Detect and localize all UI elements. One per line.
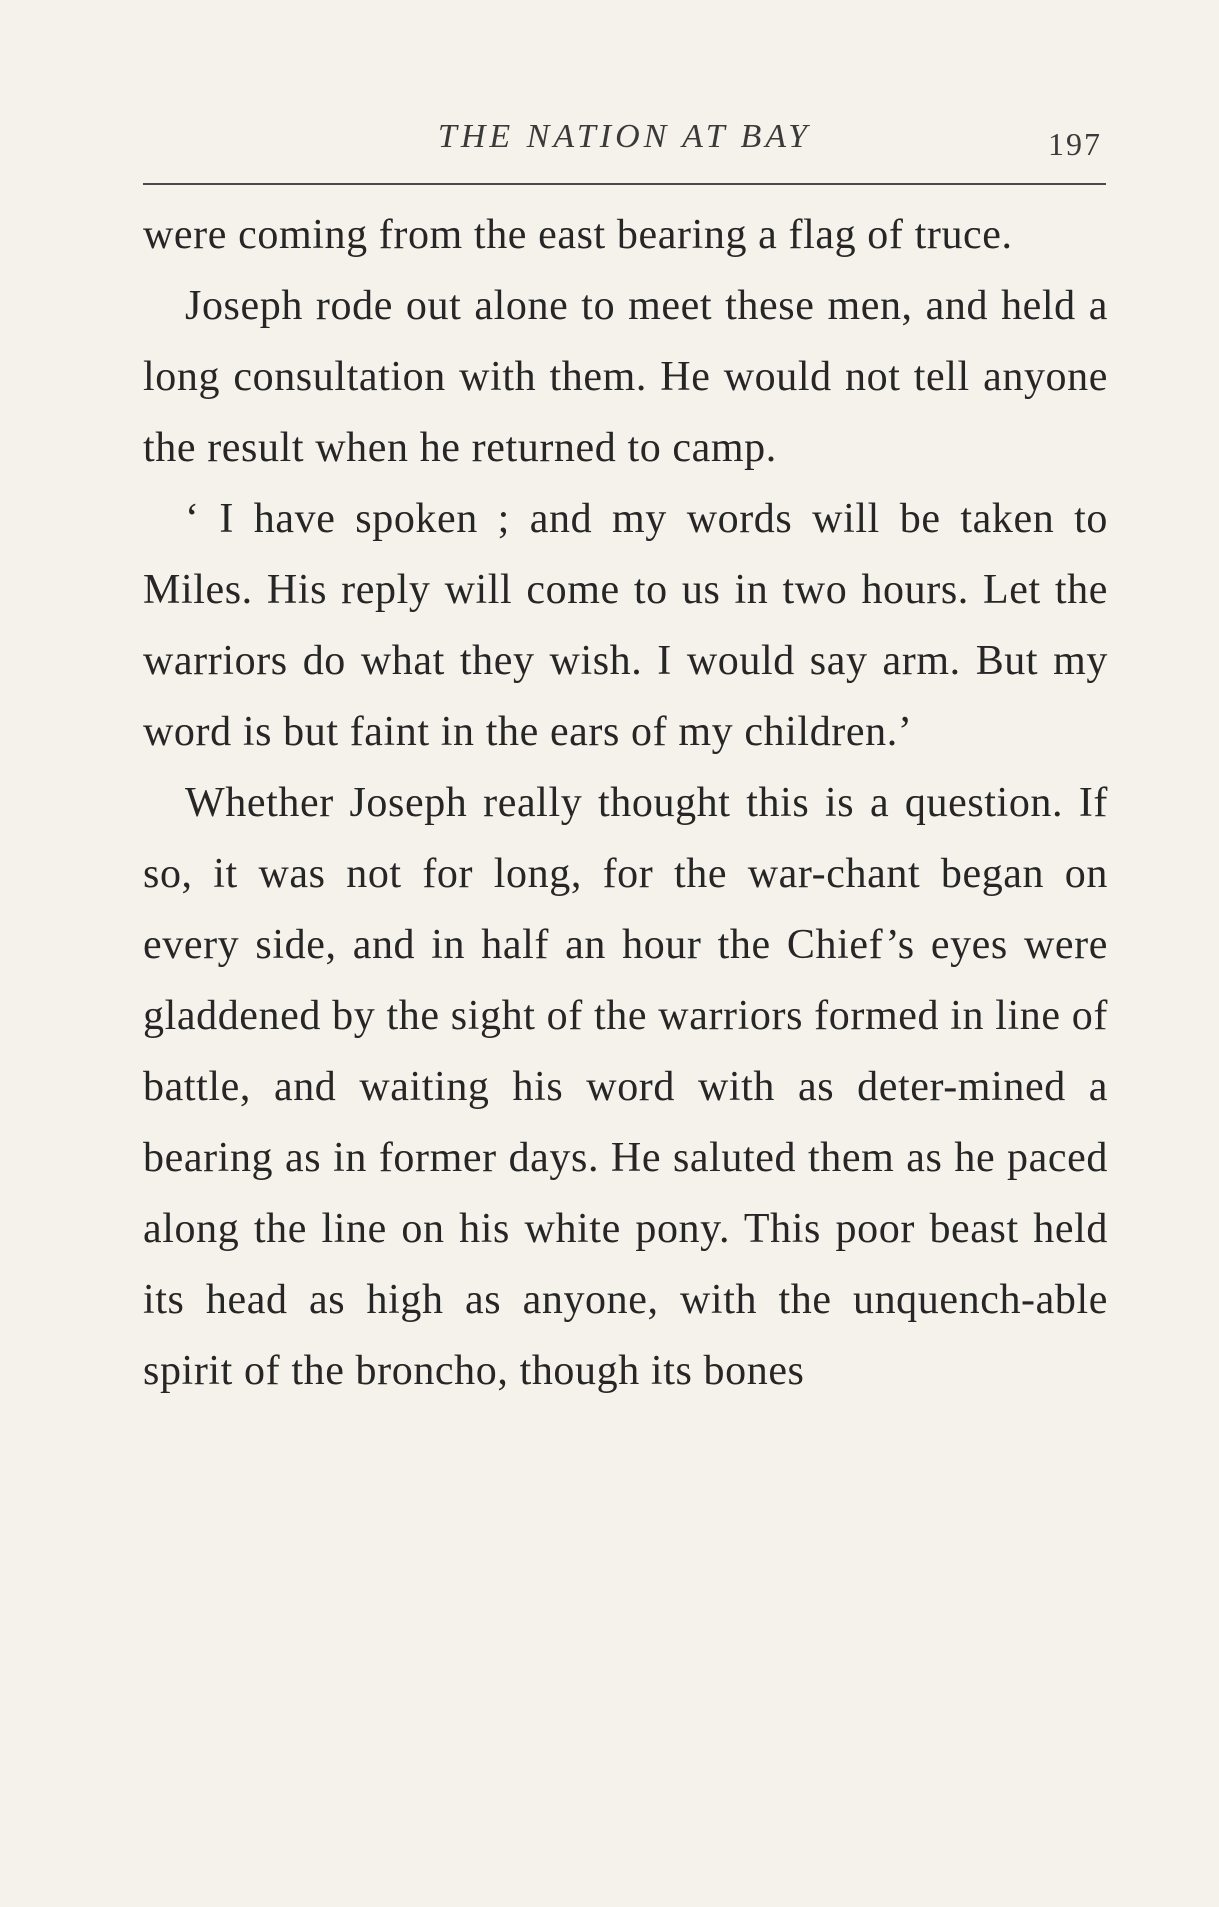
header-rule [143,183,1106,185]
running-title: THE NATION AT BAY [437,118,812,155]
paragraph-whether: Whether Joseph really thought this is a question. If so, it was not for long, for the war-chant began on every side, and in half an hour the Chief’s eyes were gladdened by the sight of the warriors formed in line of battle, and waiting his word with as deter-mined a bearing as in former days. He saluted them as he paced along the line on his white pony. This poor beast held its head as high as anyone, with the unquench-able spirit of the broncho, though its bones [143,780,1108,1394]
page-number: 197 [1048,126,1102,162]
body-text [143,200,1108,1407]
paragraph-quote: ‘ I have spoken ; and my words will be taken to Miles. His reply will come to us in two hours. Let the warriors do what they wish. I would say arm. But my word is but faint in the ears of my children.’ [143,496,1108,755]
paragraph-continuation: were coming from the east bearing a flag of truce. [143,212,1013,258]
running-head [143,118,1106,168]
paragraph-joseph-rode: Joseph rode out alone to meet these men, and held a long consultation with them. He would not tell anyone the result when he returned to camp. [143,283,1108,471]
